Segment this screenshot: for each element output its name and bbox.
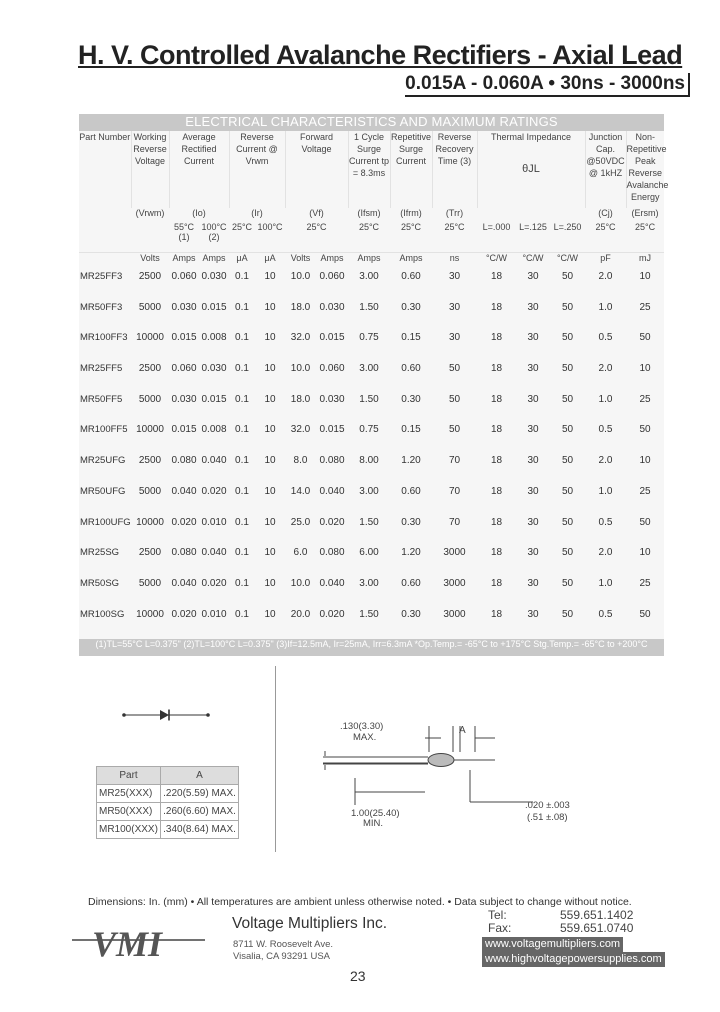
value-cell-trr: 3000 [443,547,466,559]
value-cell-trr: 50 [448,363,461,375]
value-cell-ersm: 10 [639,271,651,282]
spec-table-container [79,114,669,652]
header-ifsm: 1 Cycle Surge Current tp = 8.3ms [348,131,390,208]
value-cell-vfa: 0.060 [319,271,345,282]
page-title: H. V. Controlled Avalanche Rectifiers - Axial Lead [78,40,683,70]
cond-thermal-2: L=.125 [519,222,547,232]
value-cell-ifrm: 0.30 [401,608,421,620]
table-row [79,517,664,548]
value-cell-ifrm: 0.15 [401,332,421,344]
value-cell-io2: 0.020 [201,485,227,497]
unit-cell: μA [255,253,285,272]
value-cell-ersm: 50 [639,608,651,620]
value-cell-t1: 18 [490,332,503,344]
value-cell-io2: 0.015 [201,301,227,313]
value-cell-ifrm: 0.60 [401,577,421,589]
lead-dia-mm-label: (.51 ±.08) [527,812,568,823]
part-number-cell: MR25UFG [80,455,126,467]
value-cell-ir1: 0.1 [235,608,249,620]
part-row-name: MR100(XXX) [97,821,161,839]
header-thermal [477,131,585,208]
part-number-cell: MR25FF5 [80,363,123,375]
value-cell-io2: 0.008 [201,332,227,344]
table-row [79,578,664,609]
cond-cj: 25°C [595,222,616,232]
value-cell-io1: 0.020 [171,516,197,528]
company-name: Voltage Multipliers Inc. [232,915,388,932]
value-cell-ifsm: 1.50 [359,516,379,528]
value-cell-ifrm: 0.60 [401,271,421,282]
value-cell-vf: 18.0 [290,393,311,405]
value-cell-vfa: 0.015 [319,424,345,436]
value-cell-ir1: 0.1 [235,577,249,589]
part-number-cell: MR25FF3 [80,271,123,282]
value-cell-ir1: 0.1 [235,516,249,528]
symbol-ir: (Ir) [251,208,263,218]
value-cell-io2: 0.030 [201,363,227,375]
value-cell-vf: 32.0 [290,332,311,344]
table-banner: ELECTRICAL CHARACTERISTICS AND MAXIMUM RATINGS [79,114,664,131]
table-row [79,609,664,640]
value-cell-ifrm: 0.30 [401,393,421,405]
cond-ifrm: 25°C [400,222,422,232]
value-cell-ir2: 10 [264,608,276,620]
value-cell-t2: 30 [527,393,539,405]
value-cell-t3: 50 [561,393,574,405]
symbol-vf: (Vf) [309,208,324,218]
value-cell-vfa: 0.030 [319,301,345,313]
value-cell-t1: 18 [490,271,503,282]
table-footnote: (1)TL=55°C L=0.375" (2)TL=100°C L=0.375" (3)If=12.5mA, Ir=25mA, Irr=6.3mA *Op.Temp.= -65°C to +175°C Stg.Temp.= -65°C to +200°C [79,639,664,656]
table-row [79,424,664,455]
value-cell-ifsm: 3.00 [359,485,379,497]
header-ir: Reverse Current @ Vrwm [229,131,285,208]
value-cell-t1: 18 [490,516,503,528]
symbol-io: (Io) [192,208,206,218]
unit-cell: Amps [348,253,390,272]
cond-ir-2: 100°C [257,222,283,232]
value-cell-t3: 50 [561,485,574,497]
cond-io-2: 100°C (2) [201,222,227,242]
header-cj: Junction Cap. @50VDC @ 1kHZ [585,131,626,208]
value-cell-io2: 0.020 [201,577,227,589]
table-row [79,486,664,517]
unit-cell: mJ [626,253,664,272]
value-cell-ir2: 10 [264,424,276,436]
value-cell-vf: 6.0 [293,547,308,559]
value-cell-trr: 30 [448,271,461,282]
value-cell-io1: 0.015 [171,332,197,344]
value-cell-io1: 0.040 [171,577,197,589]
tel-label: Tel: [488,908,507,922]
a-col-header: A [161,767,239,785]
table-body [79,271,664,639]
value-cell-t2: 30 [527,516,539,528]
body-dia-label: .130(3.30) [340,721,384,732]
unit-cell: pF [585,253,626,272]
value-cell-vrwm: 2500 [138,363,162,375]
symbol-vrwm: (Vrwm) [135,208,165,218]
header-ersm: Non-Repetitive Peak Reverse Avalanche Energy [626,131,664,208]
value-cell-vf: 20.0 [290,608,311,620]
value-cell-vf: 10.0 [290,363,311,375]
value-cell-vf: 10.0 [290,271,311,282]
header-vf: Forward Voltage [285,131,348,208]
lead-length-min-label: MIN. [363,818,384,829]
symbol-trr: (Trr) [445,208,464,218]
value-cell-vfa: 0.080 [319,547,345,559]
value-cell-ifsm: 1.50 [359,608,379,620]
vmi-logo-icon [70,918,205,966]
value-cell-cj: 2.0 [598,363,613,375]
value-cell-t3: 50 [561,424,574,436]
divider-line [275,666,276,852]
value-cell-t3: 50 [561,455,574,467]
value-cell-t1: 18 [490,424,503,436]
value-cell-trr: 70 [448,455,461,467]
header-vrwm: Working Reverse Voltage [131,131,169,208]
value-cell-ersm: 25 [639,577,651,589]
cond-trr: 25°C [444,222,465,232]
value-cell-ersm: 50 [639,424,651,436]
header-thermal-label: Thermal Impedance [490,132,572,142]
diode-symbol-icon [120,703,212,727]
value-cell-vrwm: 2500 [138,271,162,282]
unit-cell: Amps [169,253,199,272]
value-cell-trr: 30 [448,301,461,313]
unit-cell: °C/W [550,253,585,272]
value-cell-vfa: 0.040 [319,577,345,589]
value-cell-vrwm: 5000 [138,485,162,497]
value-cell-cj: 1.0 [598,393,613,405]
value-cell-vf: 8.0 [293,455,308,467]
page-number: 23 [350,968,366,984]
tel-number: 559.651.1402 [560,908,634,922]
value-cell-vrwm: 10000 [136,516,164,528]
value-cell-ersm: 25 [639,301,651,313]
value-cell-io1: 0.060 [171,271,197,282]
value-cell-cj: 2.0 [598,547,613,559]
value-cell-trr: 3000 [443,608,466,620]
value-cell-ifrm: 0.60 [401,485,421,497]
spec-table [79,114,669,656]
value-cell-t1: 18 [490,577,503,589]
value-cell-vf: 14.0 [290,485,311,497]
value-cell-vfa: 0.020 [319,516,345,528]
symbol-cj: (Cj) [598,208,613,218]
value-cell-t3: 50 [561,271,574,282]
part-row-name: MR50(XXX) [97,803,161,821]
value-cell-ir1: 0.1 [235,393,249,405]
value-cell-io1: 0.030 [171,301,197,313]
value-cell-t3: 50 [561,363,574,375]
value-cell-vf: 10.0 [290,577,311,589]
value-cell-vfa: 0.015 [319,332,345,344]
unit-cell: Amps [390,253,432,272]
value-cell-ifsm: 3.00 [359,363,379,375]
value-cell-t1: 18 [490,301,503,313]
value-cell-io2: 0.015 [201,393,227,405]
units-row [79,253,664,272]
address-line-1: 8711 W. Roosevelt Ave. [233,939,333,950]
value-cell-ersm: 25 [639,393,651,405]
body-dia-max-label: MAX. [353,732,377,743]
value-cell-cj: 0.5 [598,424,613,436]
value-cell-io1: 0.080 [171,455,197,467]
value-cell-vrwm: 2500 [138,547,162,559]
value-cell-t3: 50 [561,547,574,559]
value-cell-ir1: 0.1 [235,363,249,375]
value-cell-ifsm: 1.50 [359,393,379,405]
symbol-ersm: (Ersm) [631,208,659,218]
part-number-cell: MR50FF5 [80,393,123,405]
value-cell-ir2: 10 [264,577,276,589]
value-cell-ir1: 0.1 [235,332,249,344]
value-cell-cj: 0.5 [598,516,613,528]
part-number-cell: MR25SG [80,547,120,559]
fax-number: 559.651.0740 [560,921,634,935]
cond-vf: 25°C [306,222,327,232]
value-cell-vrwm: 2500 [138,455,162,467]
value-cell-t3: 50 [561,332,574,344]
value-cell-t1: 18 [490,455,503,467]
value-cell-vf: 32.0 [290,424,311,436]
cond-ir-1: 25°C [231,222,253,232]
value-cell-ir1: 0.1 [235,301,249,313]
value-cell-ir2: 10 [264,547,276,559]
value-cell-trr: 50 [448,393,461,405]
value-cell-ifrm: 1.20 [401,547,421,559]
value-cell-cj: 0.5 [598,608,613,620]
value-cell-ifrm: 0.15 [401,424,421,436]
unit-cell: ns [432,253,477,272]
package-outline-drawing [315,710,615,835]
value-cell-cj: 0.5 [598,332,613,344]
value-cell-ir2: 10 [264,485,276,497]
part-row-a: .340(8.64) MAX. [161,821,239,839]
table-row [79,363,664,394]
cond-thermal-3: L=.250 [553,222,582,232]
part-row-a: .220(5.59) MAX. [161,785,239,803]
part-dimension-table [96,766,239,839]
part-number-cell: MR50UFG [80,485,126,497]
unit-cell: °C/W [516,253,550,272]
value-cell-ifsm: 0.75 [359,332,379,344]
table-row [79,455,664,486]
value-cell-ifrm: 0.30 [401,301,421,313]
part-row-a: .260(6.60) MAX. [161,803,239,821]
value-cell-trr: 70 [448,485,461,497]
value-cell-ir2: 10 [264,393,276,405]
value-cell-t2: 30 [527,363,539,375]
header-ifrm: Repetitive Surge Current [390,131,432,208]
fax-label: Fax: [488,921,512,935]
value-cell-t2: 30 [527,301,539,313]
value-cell-t2: 30 [527,455,539,467]
value-cell-ersm: 25 [639,485,651,497]
value-cell-vfa: 0.030 [319,393,345,405]
value-cell-ir2: 10 [264,271,276,282]
value-cell-trr: 3000 [443,577,466,589]
value-cell-vrwm: 5000 [138,301,162,313]
value-cell-trr: 70 [448,516,461,528]
value-cell-ifsm: 3.00 [359,271,379,282]
part-number-cell: MR50FF3 [80,301,123,313]
value-cell-ifrm: 1.20 [401,455,421,467]
value-cell-cj: 2.0 [598,455,613,467]
cond-io-1: 55°C (1) [173,222,195,242]
value-cell-ir2: 10 [264,332,276,344]
part-row-name: MR25(XXX) [97,785,161,803]
value-cell-trr: 30 [448,332,461,344]
value-cell-io2: 0.040 [201,455,227,467]
part-number-cell: MR100FF3 [80,332,128,344]
value-cell-t2: 30 [527,485,539,497]
table-row [79,332,664,363]
value-cell-cj: 1.0 [598,577,613,589]
value-cell-ifsm: 3.00 [359,577,379,589]
header-io: Average Rectified Current [169,131,229,208]
value-cell-io1: 0.040 [171,485,197,497]
value-cell-ifsm: 6.00 [359,547,379,559]
value-cell-vrwm: 10000 [136,608,164,620]
value-cell-ir1: 0.1 [235,424,249,436]
value-cell-ir2: 10 [264,363,276,375]
unit-cell: Volts [131,253,169,272]
value-cell-io1: 0.020 [171,608,197,620]
part-number-cell: MR100UFG [80,516,131,528]
unit-cell: Amps [199,253,229,272]
value-cell-ir2: 10 [264,516,276,528]
value-cell-ifsm: 0.75 [359,424,379,436]
part-number-cell: MR100FF5 [80,424,128,436]
header-part: Part Number [79,132,131,142]
page-subtitle: 0.015A - 0.060A • 30ns - 3000ns [405,73,690,97]
header-trr: Reverse Recovery Time (3) [432,131,477,208]
cond-ersm: 25°C [634,222,656,232]
cond-ifsm: 25°C [358,222,380,232]
unit-cell: Amps [316,253,348,272]
lead-length-label: 1.00(25.40) [351,808,400,819]
value-cell-vfa: 0.020 [319,608,345,620]
value-cell-ersm: 10 [639,547,651,559]
value-cell-vrwm: 5000 [138,577,162,589]
dim-a-label: A [459,725,466,736]
value-cell-t1: 18 [490,485,503,497]
value-cell-io1: 0.030 [171,393,197,405]
header-thermal-symbol: θJL [522,163,540,175]
value-cell-vf: 18.0 [290,301,311,313]
value-cell-t2: 30 [527,271,539,282]
value-cell-cj: 1.0 [598,485,613,497]
value-cell-t2: 30 [527,332,539,344]
cond-thermal-1: L=.000 [482,222,511,232]
value-cell-t3: 50 [561,516,574,528]
value-cell-vfa: 0.080 [319,455,345,467]
symbol-ifrm: (Ifrm) [400,208,422,218]
value-cell-ir2: 10 [264,301,276,313]
value-cell-io1: 0.080 [171,547,197,559]
value-cell-t2: 30 [527,608,539,620]
value-cell-ir1: 0.1 [235,547,249,559]
value-cell-cj: 1.0 [598,301,613,313]
lead-dia-label: .020 ±.003 [525,800,570,811]
value-cell-cj: 2.0 [598,271,613,282]
table-row [79,547,664,578]
value-cell-io2: 0.010 [201,608,227,620]
value-cell-t3: 50 [561,577,574,589]
value-cell-ersm: 50 [639,332,651,344]
value-cell-vf: 25.0 [290,516,311,528]
value-cell-io2: 0.010 [201,516,227,528]
part-number-cell: MR100SG [80,608,125,620]
value-cell-io2: 0.008 [201,424,227,436]
value-cell-t2: 30 [527,577,539,589]
value-cell-vrwm: 5000 [138,393,162,405]
value-cell-io1: 0.060 [171,363,197,375]
value-cell-ersm: 10 [639,363,651,375]
value-cell-vfa: 0.040 [319,485,345,497]
symbol-ifsm: (Ifsm) [357,208,381,218]
address-line-2: Visalia, CA 93291 USA [233,951,330,962]
value-cell-t3: 50 [561,608,574,620]
value-cell-io2: 0.040 [201,547,227,559]
logo-text: VMI [92,924,163,964]
value-cell-t2: 30 [527,547,539,559]
value-cell-t1: 18 [490,547,503,559]
unit-cell: μA [229,253,255,272]
unit-cell: Volts [285,253,316,272]
website-link-1[interactable]: www.voltagemultipliers.com [482,937,623,952]
value-cell-ir2: 10 [264,455,276,467]
value-cell-ir1: 0.1 [235,271,249,282]
value-cell-t1: 18 [490,393,503,405]
value-cell-vrwm: 10000 [136,424,164,436]
table-row [79,394,664,425]
value-cell-vfa: 0.060 [319,363,345,375]
value-cell-ersm: 10 [639,455,651,467]
value-cell-ifsm: 1.50 [359,301,379,313]
value-cell-t1: 18 [490,608,503,620]
value-cell-io1: 0.015 [171,424,197,436]
value-cell-vrwm: 10000 [136,332,164,344]
website-link-2[interactable]: www.highvoltagepowersupplies.com [482,952,665,967]
value-cell-ifrm: 0.30 [401,516,421,528]
table-row [79,271,664,302]
dimensions-note: Dimensions: In. (mm) • All temperatures are ambient unless otherwise noted. • Data subject to change without notice. [88,896,632,908]
value-cell-ersm: 50 [639,516,651,528]
value-cell-ir1: 0.1 [235,485,249,497]
value-cell-trr: 50 [448,424,461,436]
value-cell-ifsm: 8.00 [359,455,379,467]
value-cell-ifrm: 0.60 [401,363,421,375]
value-cell-t1: 18 [490,363,503,375]
part-col-header: Part [97,767,161,785]
value-cell-t2: 30 [527,424,539,436]
value-cell-ir1: 0.1 [235,455,249,467]
part-number-cell: MR50SG [80,577,120,589]
value-cell-io2: 0.030 [201,271,227,282]
value-cell-t3: 50 [561,301,574,313]
unit-cell: °C/W [477,253,516,272]
table-row [79,302,664,333]
